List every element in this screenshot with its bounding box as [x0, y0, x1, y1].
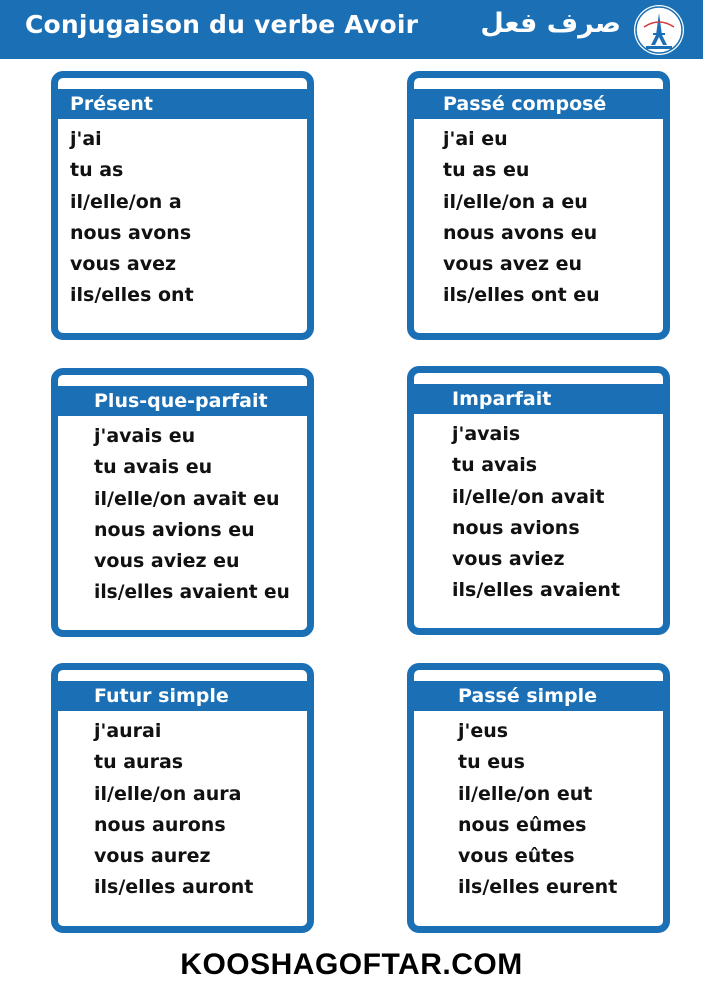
conjugation-row: nous aurons: [94, 813, 226, 836]
conjugation-row: vous aviez eu: [94, 550, 240, 573]
conjugation-row: tu auras: [94, 751, 184, 774]
conjugation-row: j'ai: [70, 128, 102, 150]
tense-card-imparfait: [407, 366, 670, 635]
conjugation-row: il/elle/on avait: [452, 485, 605, 508]
tense-card-present: [51, 71, 314, 340]
conjugation-row: ils/elles ont eu: [443, 284, 600, 307]
conjugation-row: tu as: [70, 159, 124, 182]
tense-card-passe-compose: [407, 71, 670, 340]
page-title: Conjugaison du verbe Avoir: [25, 10, 419, 39]
conjugation-row: il/elle/on a eu: [443, 190, 588, 213]
conjugation-row: ils/elles eurent: [458, 876, 618, 899]
top-bar: [0, 0, 703, 59]
conjugation-row: j'eus: [458, 720, 509, 742]
conjugation-row: vous aviez: [452, 548, 565, 571]
tense-header: Imparfait: [414, 384, 663, 414]
conjugation-row: vous aurez: [94, 845, 211, 868]
conjugation-row: j'avais eu: [94, 425, 196, 447]
tense-header: Passé composé: [414, 89, 663, 119]
conjugation-row: j'avais: [452, 423, 521, 445]
conjugation-row: vous eûtes: [458, 845, 575, 868]
conjugation-row: j'aurai: [94, 720, 162, 742]
conjugation-row: j'ai eu: [443, 128, 508, 150]
conjugation-row: nous eûmes: [458, 813, 587, 836]
conjugation-row: ils/elles auront: [94, 876, 254, 899]
conjugation-row: vous avez: [70, 253, 177, 276]
tense-card-plus-que-parfait: [51, 368, 314, 637]
conjugation-row: ils/elles avaient eu: [94, 582, 290, 604]
conjugation-row: nous avions: [452, 516, 580, 539]
conjugation-row: ils/elles ont: [70, 284, 194, 307]
conjugation-row: tu as eu: [443, 159, 530, 182]
tense-header: Présent: [58, 89, 307, 119]
conjugation-row: il/elle/on avait eu: [94, 487, 280, 510]
tense-header: Passé simple: [414, 681, 663, 711]
conjugation-row: tu avais: [452, 454, 538, 477]
tense-card-futur-simple: [51, 663, 314, 933]
tense-header: Futur simple: [58, 681, 307, 711]
conjugation-row: il/elle/on a: [70, 190, 182, 213]
conjugation-row: nous avions eu: [94, 518, 255, 541]
tense-card-passe-simple: [407, 663, 670, 933]
conjugation-row: nous avons eu: [443, 221, 598, 244]
tense-header: Plus-que-parfait: [58, 386, 307, 416]
conjugation-row: tu eus: [458, 751, 525, 774]
conjugation-row: tu avais eu: [94, 456, 213, 479]
footer-website: KOOSHAGOFTAR.COM: [180, 948, 523, 981]
conjugation-row: il/elle/on aura: [94, 782, 242, 805]
conjugation-row: ils/elles avaient: [452, 579, 621, 602]
eiffel-tower-logo-icon: [634, 5, 684, 55]
arabic-title: صرف فعل: [480, 8, 621, 39]
conjugation-row: nous avons: [70, 221, 192, 244]
conjugation-row: vous avez eu: [443, 253, 583, 276]
conjugation-row: il/elle/on eut: [458, 782, 593, 805]
